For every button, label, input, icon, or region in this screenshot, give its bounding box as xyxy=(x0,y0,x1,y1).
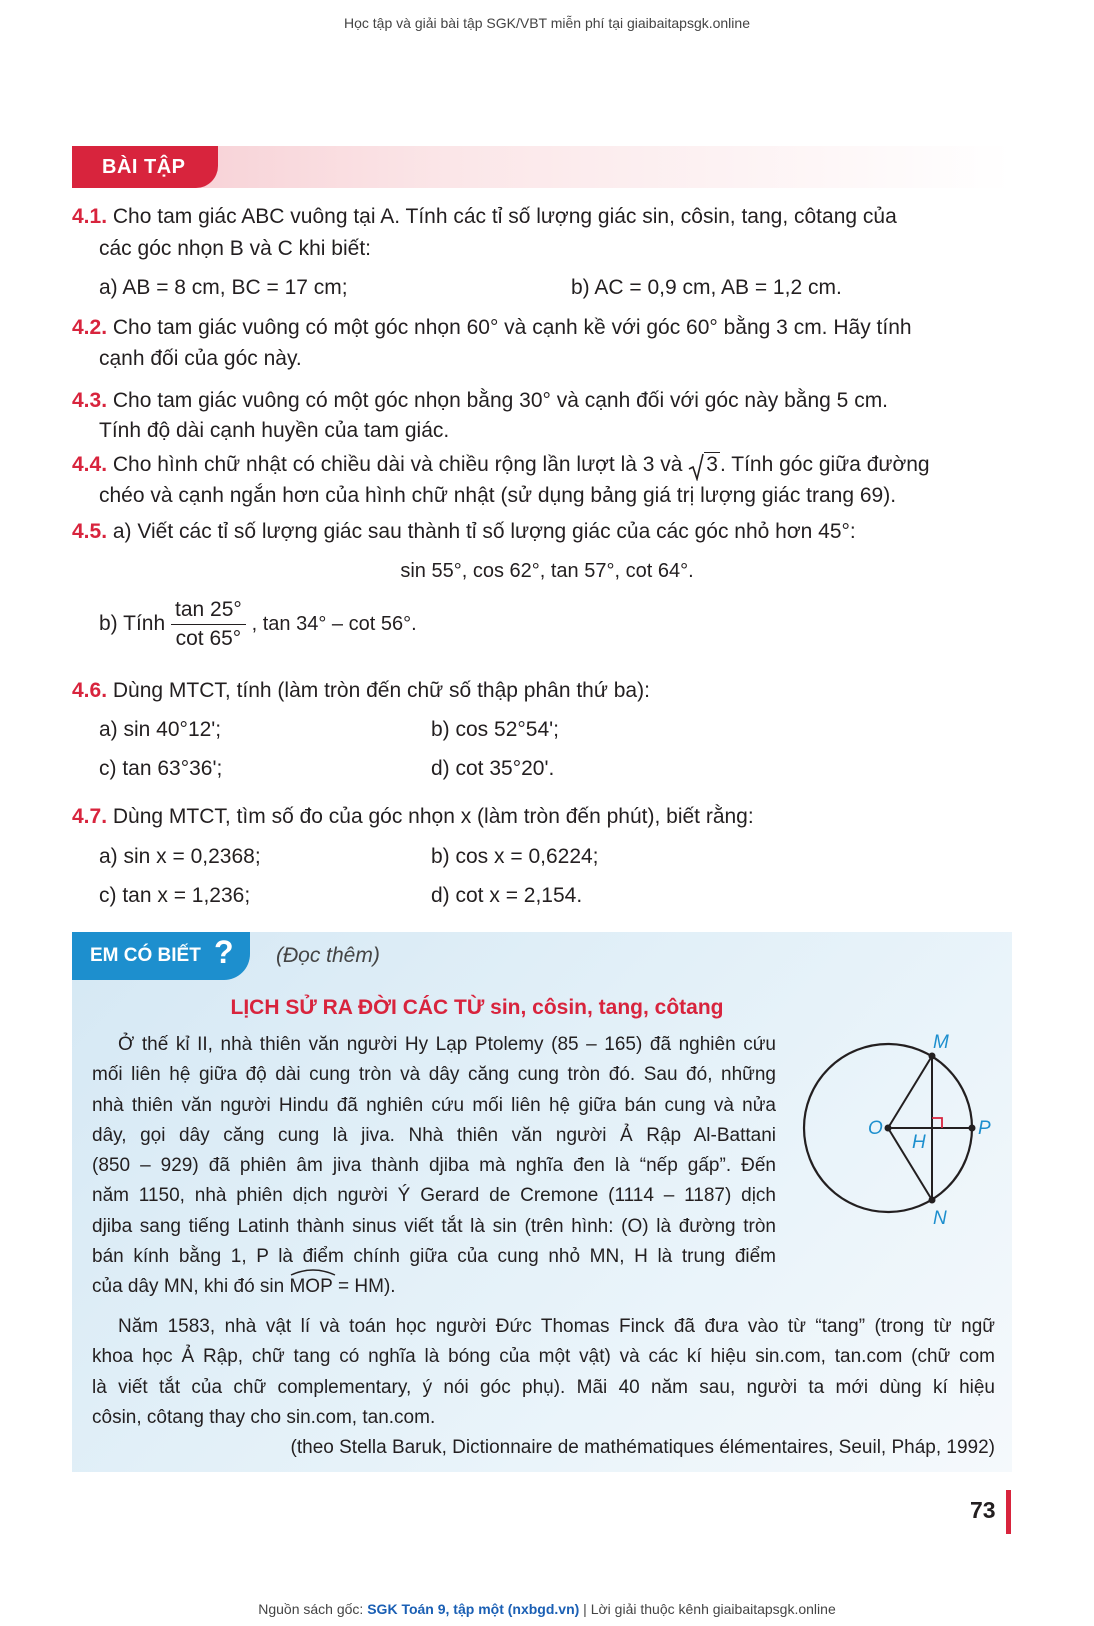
page-number: 73 xyxy=(970,1497,996,1523)
point-n xyxy=(929,1197,936,1204)
arc-label: MOP xyxy=(289,1276,333,1298)
exercise-4-7-a: a) sin x = 0,2368; xyxy=(99,845,261,868)
paragraph-line: khoa học Ả Rập, chữ tang có nghĩa là bóng của một vật) và các kí hiệu sin.com, tan.com (chữ com xyxy=(92,1346,995,1368)
exercise-4-7-b: b) cos x = 0,6224; xyxy=(431,845,599,868)
exercise-4-6-b: b) cos 52°54'; xyxy=(431,718,559,741)
exercise-4-3-line1 xyxy=(72,387,888,415)
exercise-4-6-d: d) cot 35°20'. xyxy=(431,757,555,780)
fraction xyxy=(171,596,246,653)
paragraph-text: = HM). xyxy=(338,1276,396,1298)
footer-suffix: | Lời giải thuộc kênh giaibaitapsgk.online xyxy=(579,1601,836,1617)
exercise-text: Cho tam giác vuông có một góc nhọn 60° và cạnh kề với góc 60° bằng 3 cm. Hãy tính xyxy=(112,316,912,339)
paragraph-line: nhà thiên văn người Hindu đã nghiên cứu mối liên hệ giữa bán cung và nửa xyxy=(92,1094,776,1116)
exercise-4-7-line1 xyxy=(72,803,754,831)
paragraph-line: năm 1150, nhà phiên dịch người Ý Gerard de Cremone (1114 – 1187) dịch xyxy=(92,1185,776,1207)
exercise-text: Dùng MTCT, tìm số đo của góc nhọn x (làm tròn đến phút), biết rằng: xyxy=(112,805,754,828)
label-h: H xyxy=(912,1132,926,1153)
radical-sign-icon xyxy=(688,453,704,481)
exercise-number: 4.5. xyxy=(72,520,108,543)
label-m: M xyxy=(933,1032,949,1053)
info-tab xyxy=(72,932,250,980)
fraction-denominator: cot 65° xyxy=(171,624,246,653)
exercise-4-3-line2: Tính độ dài cạnh huyền của tam giác. xyxy=(99,419,450,442)
point-p xyxy=(969,1125,976,1132)
exercise-4-5-b xyxy=(99,596,417,653)
exercise-4-5-list: sin 55°, cos 62°, tan 57°, cot 64°. xyxy=(400,560,694,582)
paragraph-text: của dây MN, khi đó sin xyxy=(92,1276,285,1298)
exercise-number: 4.1. xyxy=(72,205,108,228)
section-title: BÀI TẬP xyxy=(72,146,218,188)
exercise-4-2-line1 xyxy=(72,314,912,342)
paragraph-line: mối liên hệ giữa độ dài cung tròn và dây căng cung tròn đó. Sau đó, những xyxy=(92,1064,776,1086)
exercise-text: a) Viết các tỉ số lượng giác sau thành tỉ số lượng giác của các góc nhỏ hơn 45°: xyxy=(112,520,856,543)
exercise-4-5-line1 xyxy=(72,518,856,546)
paragraph-line xyxy=(92,1272,776,1302)
exercise-b-rest: , tan 34° – cot 56°. xyxy=(251,613,417,636)
exercise-4-4-line2: chéo và cạnh ngắn hơn của hình chữ nhật (sử dụng bảng giá trị lượng giác trang 69). xyxy=(99,484,897,507)
sqrt-three xyxy=(688,451,720,479)
point-o xyxy=(885,1125,892,1132)
paragraph-line: djiba sang tiếng Latinh thành sinus viết tắt là sin (trên hình: (O) là đường tròn xyxy=(92,1215,776,1237)
citation: (theo Stella Baruk, Dictionnaire de mathématiques élémentaires, Seuil, Pháp, 1992) xyxy=(290,1437,995,1459)
question-mark-icon: ? xyxy=(214,934,234,970)
exercise-4-1-line1 xyxy=(72,203,897,231)
sqrt-argument: 3 xyxy=(706,453,718,476)
label-o: O xyxy=(868,1118,883,1139)
exercise-number: 4.3. xyxy=(72,389,108,412)
exercise-4-7-d: d) cot x = 2,154. xyxy=(431,884,583,907)
footer-source-link[interactable]: SGK Toán 9, tập một (nxbgd.vn) xyxy=(367,1601,580,1617)
info-paragraph-1 xyxy=(92,1030,776,1303)
exercise-text: Dùng MTCT, tính (làm tròn đến chữ số thập phân thứ ba): xyxy=(112,679,650,702)
footer-prefix: Nguồn sách gốc: xyxy=(258,1601,368,1617)
exercise-text: Cho tam giác vuông có một góc nhọn bằng 30° và cạnh đối với góc này bằng 5 cm. xyxy=(112,389,889,412)
exercise-number: 4.4. xyxy=(72,453,108,476)
exercise-text: Cho tam giác ABC vuông tại A. Tính các tỉ số lượng giác sin, côsin, tang, côtang của xyxy=(112,205,897,228)
fraction-numerator: tan 25° xyxy=(175,598,242,621)
page-number-bar xyxy=(1006,1490,1011,1534)
paragraph-line: Ở thế kỉ II, nhà thiên văn người Hy Lạp Ptolemy (85 – 165) đã nghiên cứu xyxy=(118,1034,776,1055)
arc-notation xyxy=(289,1272,332,1302)
info-subtitle: (Đọc thêm) xyxy=(276,944,380,967)
paragraph-line: Năm 1583, nhà vật lí và toán học người Đức Thomas Finck đã đưa vào từ “tang” (trong từ ngữ xyxy=(118,1316,995,1337)
paragraph-line: là viết tắt của chữ complementary, ý nói góc phụ). Mãi 40 năm sau, người ta mới dùng kí hiệu xyxy=(92,1376,995,1398)
right-angle-mark xyxy=(932,1118,942,1128)
label-n: N xyxy=(933,1208,947,1229)
exercise-4-1-line2: các góc nhọn B và C khi biết: xyxy=(99,237,371,260)
arc-icon xyxy=(289,1268,337,1276)
exercise-4-4-line1 xyxy=(72,451,930,479)
footer-note xyxy=(0,1601,1094,1617)
paragraph-line: bán kính bằng 1, P là điểm chính giữa của cung nhỏ MN, H là trung điểm xyxy=(92,1246,776,1268)
info-title: LỊCH SỬ RA ĐỜI CÁC TỪ sin, côsin, tang, côtang xyxy=(230,996,724,1019)
exercise-4-6-a: a) sin 40°12'; xyxy=(99,718,222,741)
exercise-4-7-c: c) tan x = 1,236; xyxy=(99,884,251,907)
info-paragraph-2 xyxy=(92,1312,995,1463)
exercise-number: 4.7. xyxy=(72,805,108,828)
exercise-4-2-line2: cạnh đối của góc này. xyxy=(99,347,302,370)
exercise-4-6-line1 xyxy=(72,677,650,705)
paragraph-line: dây, gọi dây căng cung là jiva. Nhà thiên văn người Ả Rập Al-Battani xyxy=(92,1124,776,1146)
point-m xyxy=(929,1053,936,1060)
exercise-4-1-a: a) AB = 8 cm, BC = 17 cm; xyxy=(99,276,348,299)
exercise-text: . Tính góc giữa đường xyxy=(719,453,930,476)
exercise-4-1-b: b) AC = 0,9 cm, AB = 1,2 cm. xyxy=(571,276,842,299)
paragraph-line: côsin, côtang thay cho sin.com, tan.com. xyxy=(92,1406,436,1428)
radius-om xyxy=(888,1056,932,1128)
exercise-b-label: b) Tính xyxy=(99,612,166,636)
exercise-number: 4.6. xyxy=(72,679,108,702)
circle-diagram xyxy=(800,1030,1000,1230)
label-p: P xyxy=(978,1118,991,1139)
exercise-number: 4.2. xyxy=(72,316,108,339)
exercise-text: Cho hình chữ nhật có chiều dài và chiều rộng lần lượt là 3 và xyxy=(112,453,683,476)
header-note: Học tập và giải bài tập SGK/VBT miễn phí tại giaibaitapsgk.online xyxy=(344,15,750,31)
info-tab-label: EM CÓ BIẾT xyxy=(90,945,201,966)
exercise-4-6-c: c) tan 63°36'; xyxy=(99,757,223,780)
paragraph-line: (850 – 929) đã phiên âm jiva thành djiba mà nghĩa đen là “nếp gấp”. Đến xyxy=(92,1155,776,1177)
